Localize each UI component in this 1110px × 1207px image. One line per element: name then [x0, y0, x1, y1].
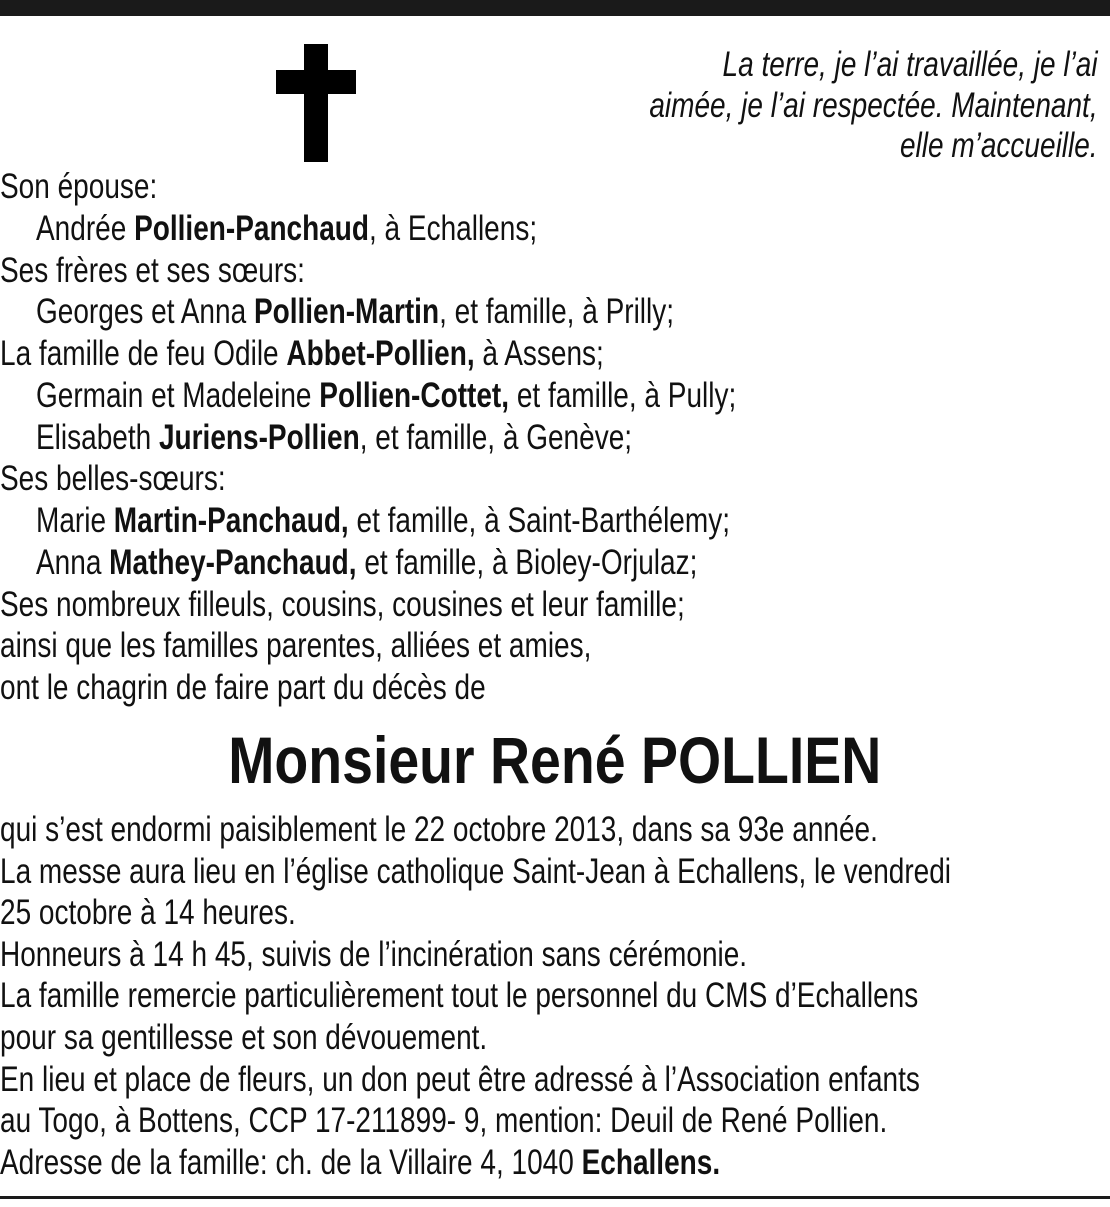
family-line: [0, 250, 1110, 292]
detail-line: [0, 975, 1110, 1017]
text-segment: 25 octobre à 14 heures.: [0, 893, 296, 933]
detail-line: [0, 1059, 1110, 1101]
family-line: [0, 333, 1110, 375]
bold-name: Pollien-Cottet,: [319, 375, 510, 415]
family-list: [0, 166, 1110, 709]
text-segment: Ses frères et ses sœurs:: [0, 250, 305, 290]
text-segment: et famille, à Saint-Barthélemy;: [348, 501, 730, 540]
text-segment: Elisabeth: [36, 417, 159, 457]
funeral-details: [0, 809, 1110, 1183]
text-segment: , et famille, à Prilly;: [439, 292, 675, 332]
text-segment: ont le chagrin de faire part du décès de: [0, 668, 486, 707]
family-line: [0, 166, 1110, 208]
bold-name: Juriens-Pollien: [158, 417, 360, 457]
text-segment: Georges et Anna: [36, 292, 254, 332]
family-line: [0, 208, 1110, 250]
bold-name: Echallens.: [581, 1142, 721, 1182]
text-segment: En lieu et place de fleurs, un don peut être adressé à l’Association enfants: [0, 1059, 920, 1099]
text-segment: Ses belles-sœurs:: [0, 459, 226, 499]
text-segment: qui s’est endormi paisiblement le 22 octobre 2013, dans sa 93e année.: [0, 810, 878, 849]
text-segment: à Assens;: [474, 334, 604, 373]
text-segment: La famille remercie particulièrement tout le personnel du CMS d’Echallens: [0, 976, 919, 1016]
text-segment: Marie: [36, 501, 114, 540]
family-line: [0, 625, 1110, 667]
epigraph-quote: [0, 45, 1098, 167]
text-segment: pour sa gentillesse et son dévouement.: [0, 1017, 488, 1057]
deceased-name: Monsieur René POLLIEN: [228, 723, 882, 797]
detail-line: [0, 851, 1110, 893]
family-line: [0, 458, 1110, 500]
bold-name: Pollien-Panchaud: [134, 208, 369, 248]
quote-line: elle m’accueille.: [899, 126, 1098, 165]
bold-name: Abbet-Pollien,: [286, 334, 475, 373]
text-segment: ainsi que les familles parentes, alliées et amies,: [0, 626, 592, 666]
top-border: [0, 0, 1110, 16]
text-segment: La famille de feu Odile: [0, 334, 287, 373]
family-line: [0, 417, 1110, 459]
detail-line: [0, 1142, 1110, 1184]
family-line: [0, 542, 1110, 584]
family-line: [0, 375, 1110, 417]
text-segment: Andrée: [36, 208, 135, 248]
text-segment: Adresse de la famille: ch. de la Villaire 4, 1040: [0, 1142, 582, 1182]
detail-line: [0, 809, 1110, 851]
bold-name: Martin-Panchaud,: [113, 501, 349, 540]
text-segment: Son épouse:: [0, 167, 158, 206]
detail-line: [0, 934, 1110, 976]
quote-line: aimée, je l’ai respectée. Maintenant,: [649, 85, 1098, 125]
family-line: [0, 584, 1110, 626]
text-segment: et famille, à Pully;: [509, 375, 737, 415]
family-line: [0, 667, 1110, 709]
text-segment: , à Echallens;: [369, 208, 538, 248]
text-segment: La messe aura lieu en l’église catholique Saint-Jean à Echallens, le vendredi: [0, 851, 952, 891]
text-segment: Ses nombreux filleuls, cousins, cousines et leur famille;: [0, 584, 685, 624]
text-segment: Germain et Madeleine: [36, 375, 320, 415]
detail-line: [0, 892, 1110, 934]
text-segment: , et famille, à Genève;: [359, 417, 633, 457]
text-segment: et famille, à Bioley-Orjulaz;: [356, 542, 698, 582]
deceased-name-heading: [0, 722, 1110, 798]
bold-name: Mathey-Panchaud,: [109, 542, 357, 582]
text-segment: au Togo, à Bottens, CCP 17-211899- 9, mention: Deuil de René Pollien.: [0, 1101, 888, 1141]
family-line: [0, 500, 1110, 542]
bold-name: Pollien-Martin: [253, 292, 440, 332]
bottom-border: [0, 1196, 1110, 1199]
text-segment: Honneurs à 14 h 45, suivis de l’incinération sans cérémonie.: [0, 934, 748, 974]
detail-line: [0, 1017, 1110, 1059]
text-segment: Anna: [36, 542, 110, 582]
quote-line: La terre, je l’ai travaillée, je l’ai: [722, 45, 1098, 84]
family-line: [0, 291, 1110, 333]
detail-line: [0, 1100, 1110, 1142]
